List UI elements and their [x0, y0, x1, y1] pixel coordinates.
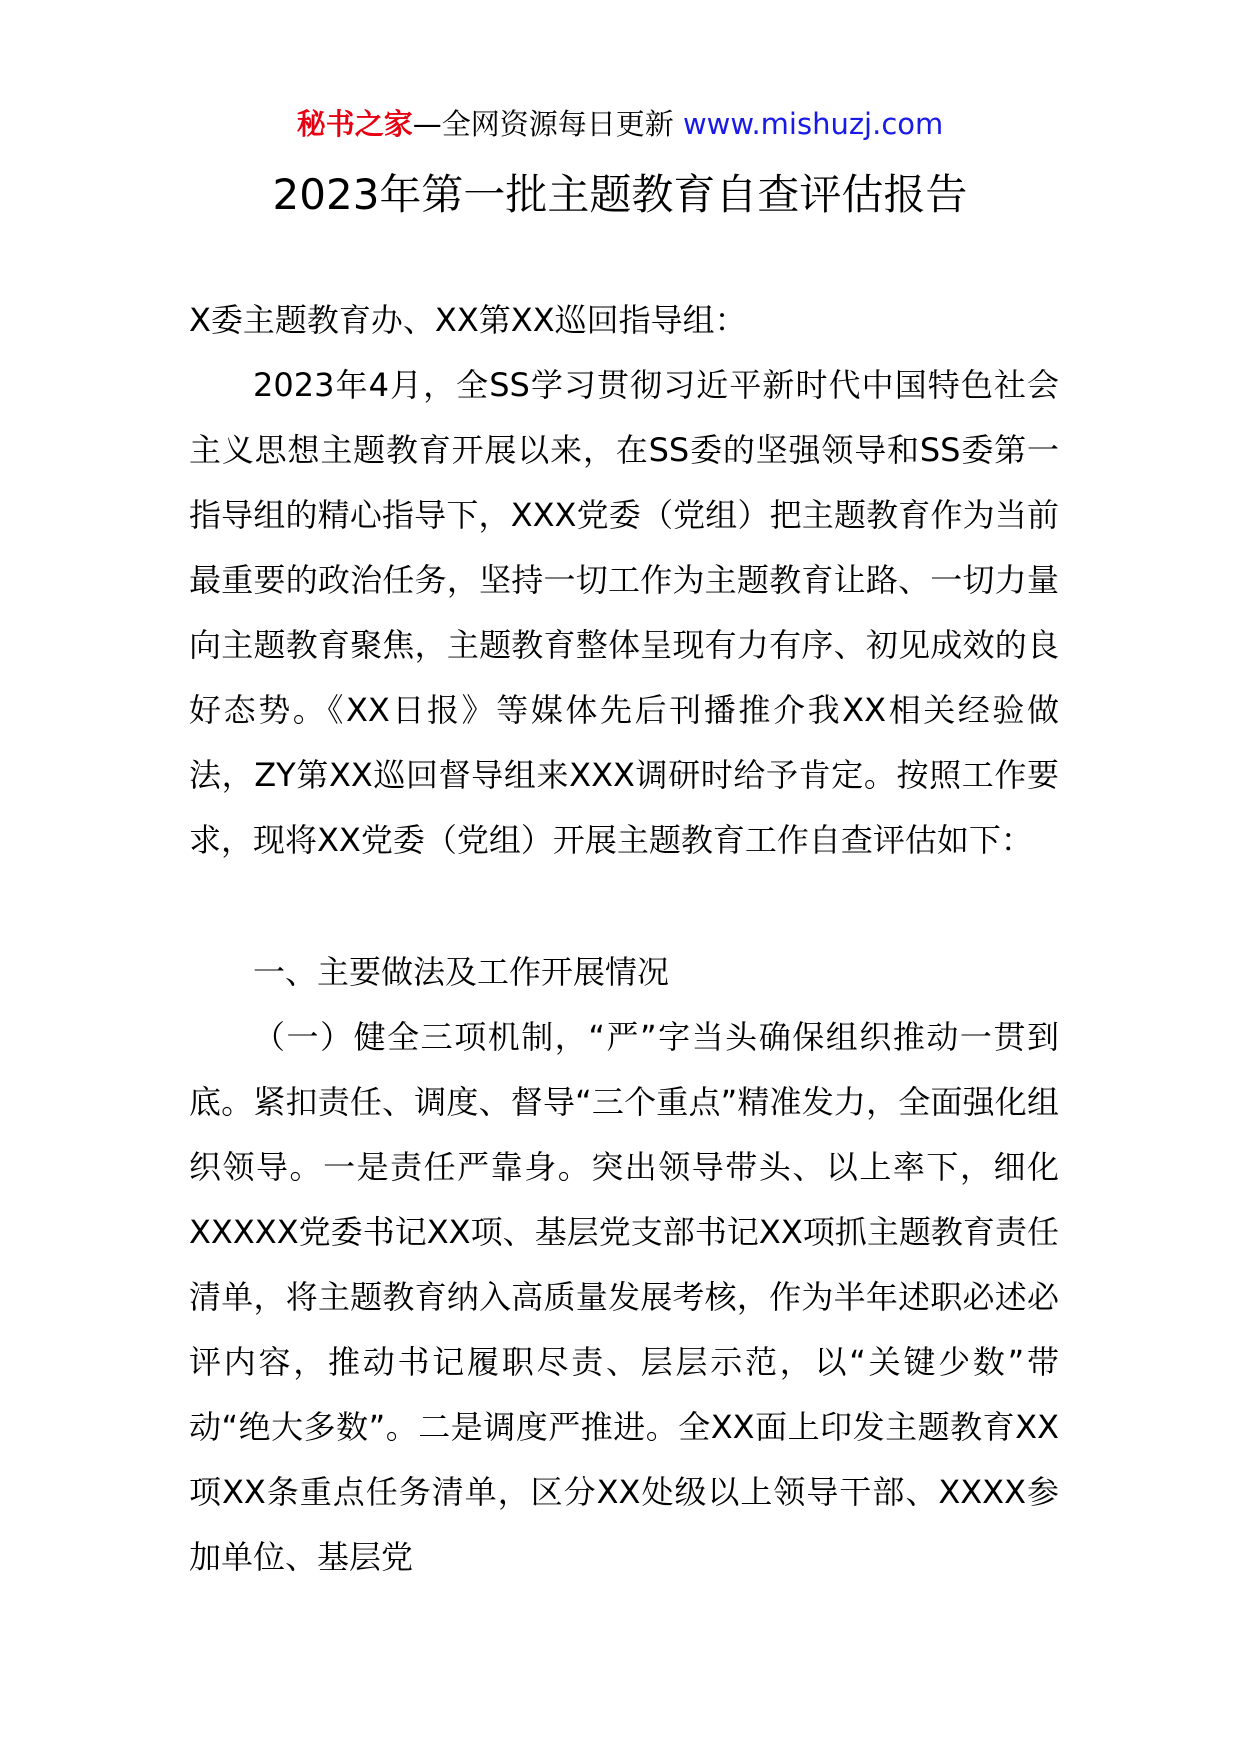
paragraph-2: （一）健全三项机制，“严”字当头确保组织推动一贯到底。紧扣责任、调度、督导“三个重点”精准发力，全面强化组织领导。一是责任严靠身。突出领导带头、以上率下，细化XXXXX党委书记XX项、基层党支部书记XX项抓主题教育责任清单，将主题教育纳入高质量发展考核，作为半年述职必述必评内容，推动书记履职尽责、层层示范，以“关键少数”带动“绝大多数”。二是调度严推进。全XX面上印发主题教育XX项XX条重点任务清单，区分XX处级以上领导干部、XXXX参加单位、基层党 — [189, 1018, 1059, 1576]
salutation: X委主题教育办、XX第XX巡回指导组： — [189, 301, 747, 339]
header-tagline: —全网资源每日更新 — [412, 107, 674, 141]
paragraph-1: 2023年4月，全SS学习贯彻习近平新时代中国特色社会主义思想主题教育开展以来，在SS委的坚强领导和SS委第一指导组的精心指导下，XXX党委（党组）把主题教育作为当前最重要的政治任务，坚持一切工作为主题教育让路、一切力量向主题教育聚焦，主题教育整体呈现有力有序、初见成效的良好态势。《XX日报》等媒体先后刊播推介我XX相关经验做法，ZY第XX巡回督导组来XXX调研时给予肯定。按照工作要求，现将XX党委（党组）开展主题教育工作自查评估如下： — [189, 366, 1059, 859]
section-heading-1: 一、主要做法及工作开展情况 — [253, 953, 670, 991]
site-url-link[interactable]: www.mishuzj.com — [682, 107, 944, 141]
site-header — [0, 104, 1240, 144]
document-title: 2023年第一批主题教育自查评估报告 — [272, 170, 968, 219]
paragraph-2-container — [189, 1005, 1059, 1590]
brand-name: 秘书之家 — [296, 107, 413, 141]
paragraph-1-container — [189, 353, 1059, 873]
